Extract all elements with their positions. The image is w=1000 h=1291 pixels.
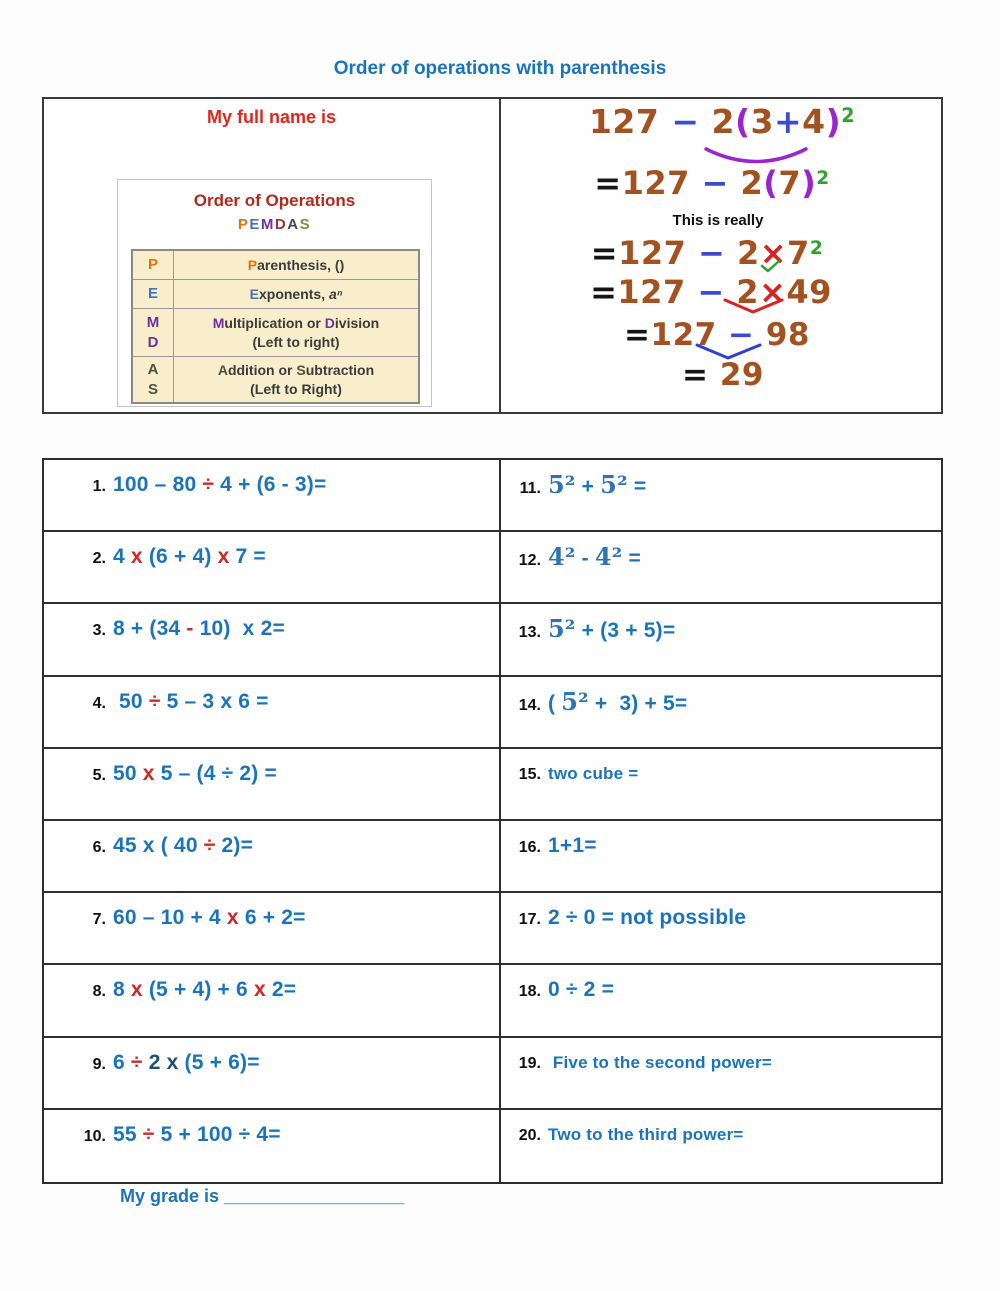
- pemdas-letter: E: [249, 216, 261, 233]
- problem-cell-12: [499, 532, 941, 604]
- underbrace-red-icon: [722, 298, 786, 316]
- problem-number: 7.: [92, 911, 106, 929]
- text-segment: −: [685, 273, 737, 311]
- problem-expression: [113, 904, 306, 932]
- text-segment: 5²: [561, 686, 589, 716]
- text-segment: 2: [841, 104, 856, 128]
- text-segment: 5²: [548, 614, 576, 644]
- pemdas-letter-cell: [133, 357, 174, 402]
- text-segment: −: [659, 102, 712, 141]
- problem-cell-9: [44, 1038, 499, 1110]
- example-line-6: [682, 357, 764, 393]
- text-segment: 8 + (34: [113, 617, 187, 641]
- text-segment: 2: [142, 1050, 167, 1074]
- text-segment: + 3) + 5=: [588, 691, 688, 715]
- text-segment: 5²: [548, 470, 576, 499]
- problem-number: 18.: [518, 983, 541, 1001]
- text-segment: =: [624, 317, 651, 353]
- pemdas-letter: A: [287, 216, 300, 233]
- pemdas-row: [133, 356, 418, 402]
- text-segment: -: [186, 617, 194, 641]
- checkmark-green-icon: [760, 259, 782, 273]
- text-segment: x: [130, 978, 143, 1002]
- problem-expression: [548, 1049, 772, 1077]
- text-segment: 127: [650, 317, 717, 353]
- pemdas-letter: D: [274, 216, 288, 233]
- pemdas-title: Order of Operations: [193, 191, 356, 210]
- problem-expression: [548, 904, 746, 932]
- pemdas-letter: S: [299, 216, 312, 233]
- problem-expression: [113, 471, 326, 499]
- problem-cell-6: [44, 821, 499, 893]
- problem-cell-10: [44, 1110, 499, 1182]
- example-line-2: [594, 164, 829, 202]
- text-segment: 5 – 3 x 6 =: [160, 689, 269, 713]
- text-segment: 98: [765, 317, 810, 353]
- text-segment: 4: [802, 102, 826, 141]
- problem-cell-2: [44, 532, 499, 604]
- text-segment: 2: [816, 167, 830, 189]
- problem-cell-15: [499, 749, 941, 821]
- problem-expression: [113, 688, 269, 716]
- grade-label: My grade is: [120, 1186, 225, 1206]
- problem-expression: [548, 543, 641, 573]
- text-segment: (Left to right): [252, 333, 340, 350]
- text-segment: 4²: [594, 542, 623, 572]
- text-segment: 29: [719, 357, 764, 393]
- text-segment: 8: [113, 978, 131, 1002]
- text-segment: =: [627, 475, 647, 498]
- problem-number: 14.: [518, 696, 541, 714]
- text-segment: +: [774, 102, 803, 141]
- problem-number: 6.: [92, 838, 106, 856]
- problem-expression: [113, 1121, 281, 1149]
- text-segment: 2: [740, 164, 764, 202]
- text-segment: 7 =: [229, 545, 266, 569]
- text-segment: +: [575, 475, 601, 498]
- pemdas-letter: M: [146, 313, 160, 331]
- pemdas-acronym: [118, 216, 431, 233]
- text-segment: -: [575, 547, 595, 571]
- problem-expression: [113, 1049, 260, 1077]
- pemdas-desc-line: [250, 380, 342, 399]
- text-segment: =: [594, 164, 622, 202]
- text-segment: 2: [736, 273, 760, 311]
- text-segment: (5 + 4) + 6: [142, 978, 254, 1002]
- problem-number: 13.: [518, 624, 541, 642]
- problem-expression: [113, 543, 266, 571]
- text-segment: 50: [113, 689, 149, 713]
- text-segment: ÷: [202, 473, 215, 496]
- problem-cell-14: [499, 677, 941, 749]
- text-segment: Two to the third power=: [548, 1124, 744, 1144]
- problem-cell-5: [44, 749, 499, 821]
- pemdas-row: [133, 251, 418, 279]
- pemdas-table: [131, 249, 420, 404]
- text-segment: 127: [618, 234, 687, 272]
- text-segment: aⁿ: [329, 285, 343, 302]
- text-segment: P: [247, 256, 258, 273]
- text-segment: 10) x 2=: [193, 617, 285, 641]
- text-segment: 50: [113, 761, 143, 785]
- problem-number: 12.: [518, 552, 541, 570]
- text-segment: x: [226, 906, 239, 930]
- text-segment: S: [296, 361, 306, 378]
- problem-expression: [548, 760, 638, 788]
- text-segment: ddition or: [227, 361, 297, 378]
- example-line-1: [589, 102, 855, 141]
- text-segment: ): [801, 164, 817, 202]
- problem-number: 11.: [519, 480, 541, 497]
- text-segment: (6 + 4): [142, 545, 218, 569]
- problem-number: 4.: [92, 694, 106, 712]
- pemdas-letter: M: [260, 216, 275, 233]
- text-segment: ubtraction: [305, 361, 375, 378]
- problem-number: 10.: [83, 1127, 106, 1145]
- text-segment: x: [217, 545, 230, 569]
- problem-cell-7: [44, 893, 499, 965]
- text-segment: 127: [617, 273, 686, 311]
- grade-blank: __________________: [224, 1186, 405, 1206]
- text-segment: (: [548, 691, 562, 715]
- pemdas-letter: P: [237, 216, 250, 233]
- text-segment: E: [249, 285, 259, 302]
- grade-line: [120, 1186, 404, 1207]
- text-segment: 60 – 10 + 4: [113, 906, 227, 930]
- text-segment: 3: [750, 102, 775, 141]
- pemdas-row: [133, 308, 418, 356]
- problem-cell-11: [499, 460, 941, 532]
- text-segment: −: [716, 317, 766, 353]
- problem-cell-20: [499, 1110, 941, 1182]
- text-segment: 5²: [600, 470, 628, 499]
- problem-expression: [113, 760, 277, 788]
- pemdas-letter-cell: [133, 280, 174, 308]
- problem-number: 8.: [92, 983, 106, 1001]
- text-segment: 7: [778, 164, 802, 202]
- text-segment: −: [689, 164, 741, 202]
- text-segment: 4: [113, 545, 131, 569]
- text-segment: A: [217, 361, 228, 378]
- pemdas-desc-line: [218, 361, 374, 380]
- problem-cell-19: [499, 1038, 941, 1110]
- text-segment: ultiplication or: [224, 314, 325, 331]
- text-segment: 0 ÷ 2 =: [548, 978, 615, 1002]
- pemdas-letter-cell: [133, 251, 174, 279]
- text-segment: ×: [759, 234, 788, 272]
- text-segment: 4²: [548, 542, 576, 572]
- text-segment: ): [825, 102, 842, 141]
- text-segment: =: [590, 273, 618, 311]
- problem-number: 2.: [92, 550, 106, 568]
- problem-number: 16.: [518, 838, 541, 856]
- text-segment: 1+1=: [548, 833, 597, 857]
- problem-expression: [548, 1121, 744, 1149]
- text-segment: D: [324, 314, 335, 331]
- pemdas-letter: E: [147, 285, 158, 302]
- pemdas-desc-cell: [174, 357, 418, 402]
- text-segment: 49: [786, 273, 832, 311]
- text-segment: 100 – 80: [113, 473, 203, 496]
- pemdas-letter: D: [147, 333, 159, 351]
- problem-cell-17: [499, 893, 941, 965]
- text-segment: 7: [787, 234, 810, 272]
- text-segment: 55: [113, 1122, 143, 1146]
- text-segment: 2=: [265, 978, 297, 1002]
- text-segment: 127: [621, 164, 690, 202]
- problem-expression: [548, 688, 687, 718]
- pemdas-letter-cell: [133, 309, 174, 356]
- problem-number: 9.: [92, 1055, 106, 1073]
- text-segment: M: [212, 314, 225, 331]
- text-segment: ÷: [203, 833, 216, 857]
- text-segment: −: [686, 234, 737, 272]
- text-segment: 4 + (6 - 3)=: [214, 473, 327, 496]
- problem-expression: [548, 471, 646, 501]
- text-segment: two cube =: [548, 763, 639, 783]
- problem-cell-18: [499, 965, 941, 1037]
- text-segment: x: [130, 545, 143, 569]
- problem-number: 17.: [518, 911, 541, 929]
- text-segment: ÷: [142, 1122, 155, 1146]
- text-segment: (Left to Right): [250, 380, 342, 397]
- text-segment: 2: [711, 102, 735, 141]
- pemdas-letter: S: [147, 380, 158, 398]
- text-segment: x: [142, 761, 155, 785]
- name-section: [44, 99, 501, 412]
- problem-number: 3.: [92, 622, 106, 640]
- text-segment: =: [590, 234, 619, 272]
- page-title: Order of operations with parenthesis: [333, 58, 667, 79]
- text-segment: x: [253, 978, 266, 1002]
- text-segment: ×: [759, 273, 787, 311]
- text-segment: xponents,: [258, 285, 329, 302]
- text-segment: (: [734, 102, 751, 141]
- text-segment: ÷: [148, 689, 161, 713]
- problem-expression: [113, 976, 296, 1004]
- pemdas-desc-line: [213, 314, 380, 333]
- full-name-label: My full name is: [206, 107, 337, 127]
- text-segment: 2 ÷ 0 = not possible: [548, 906, 747, 930]
- text-segment: ÷: [130, 1050, 143, 1074]
- problem-expression: [548, 832, 597, 860]
- problem-number: 20.: [518, 1126, 541, 1144]
- example-line-4: [590, 273, 832, 311]
- text-segment: 45 x ( 40: [113, 833, 204, 857]
- pemdas-row: [133, 279, 418, 308]
- text-segment: 2)=: [215, 833, 254, 857]
- text-segment: Five to the second power=: [548, 1052, 772, 1072]
- pemdas-desc-cell: [174, 280, 418, 308]
- problem-cell-1: [44, 460, 499, 532]
- problem-cell-13: [499, 604, 941, 676]
- text-segment: arenthesis, (): [257, 256, 345, 273]
- problem-cell-4: [44, 677, 499, 749]
- pemdas-desc-cell: [174, 309, 418, 356]
- text-segment: 2: [736, 234, 760, 272]
- text-segment: x: [166, 1050, 179, 1074]
- example-note: This is really: [672, 212, 764, 229]
- pemdas-letter: P: [147, 256, 158, 273]
- pemdas-desc-line: [250, 285, 343, 304]
- text-segment: 2: [809, 237, 824, 259]
- problem-number: 19.: [518, 1054, 541, 1072]
- problem-expression: [548, 615, 675, 645]
- text-segment: 5 – (4 ÷ 2) =: [154, 761, 277, 785]
- text-segment: (: [763, 164, 779, 202]
- text-segment: 6 + 2=: [238, 906, 306, 930]
- pemdas-card: [117, 179, 432, 407]
- pemdas-desc-line: [248, 256, 344, 275]
- text-segment: + (3 + 5)=: [575, 619, 676, 643]
- problem-number: 5.: [92, 766, 106, 784]
- problems-table: [42, 458, 943, 1184]
- problem-expression: [113, 832, 253, 860]
- pemdas-desc-cell: [174, 251, 418, 279]
- pemdas-desc-line: [252, 333, 339, 352]
- text-segment: ivision: [334, 314, 380, 331]
- example-line-3: [591, 234, 823, 272]
- text-segment: 127: [588, 102, 660, 141]
- problem-expression: [113, 615, 285, 643]
- problem-cell-3: [44, 604, 499, 676]
- pemdas-letter: A: [147, 360, 159, 378]
- text-segment: 6: [113, 1050, 131, 1074]
- text-segment: (5 + 6)=: [178, 1050, 260, 1074]
- problem-number: 15.: [518, 765, 541, 783]
- text-segment: =: [622, 547, 642, 571]
- text-segment: 5 + 100 ÷ 4=: [154, 1122, 281, 1146]
- problem-expression: [548, 976, 614, 1004]
- problem-cell-8: [44, 965, 499, 1037]
- text-segment: =: [682, 357, 720, 393]
- problem-cell-16: [499, 821, 941, 893]
- problem-number: 1.: [92, 478, 106, 495]
